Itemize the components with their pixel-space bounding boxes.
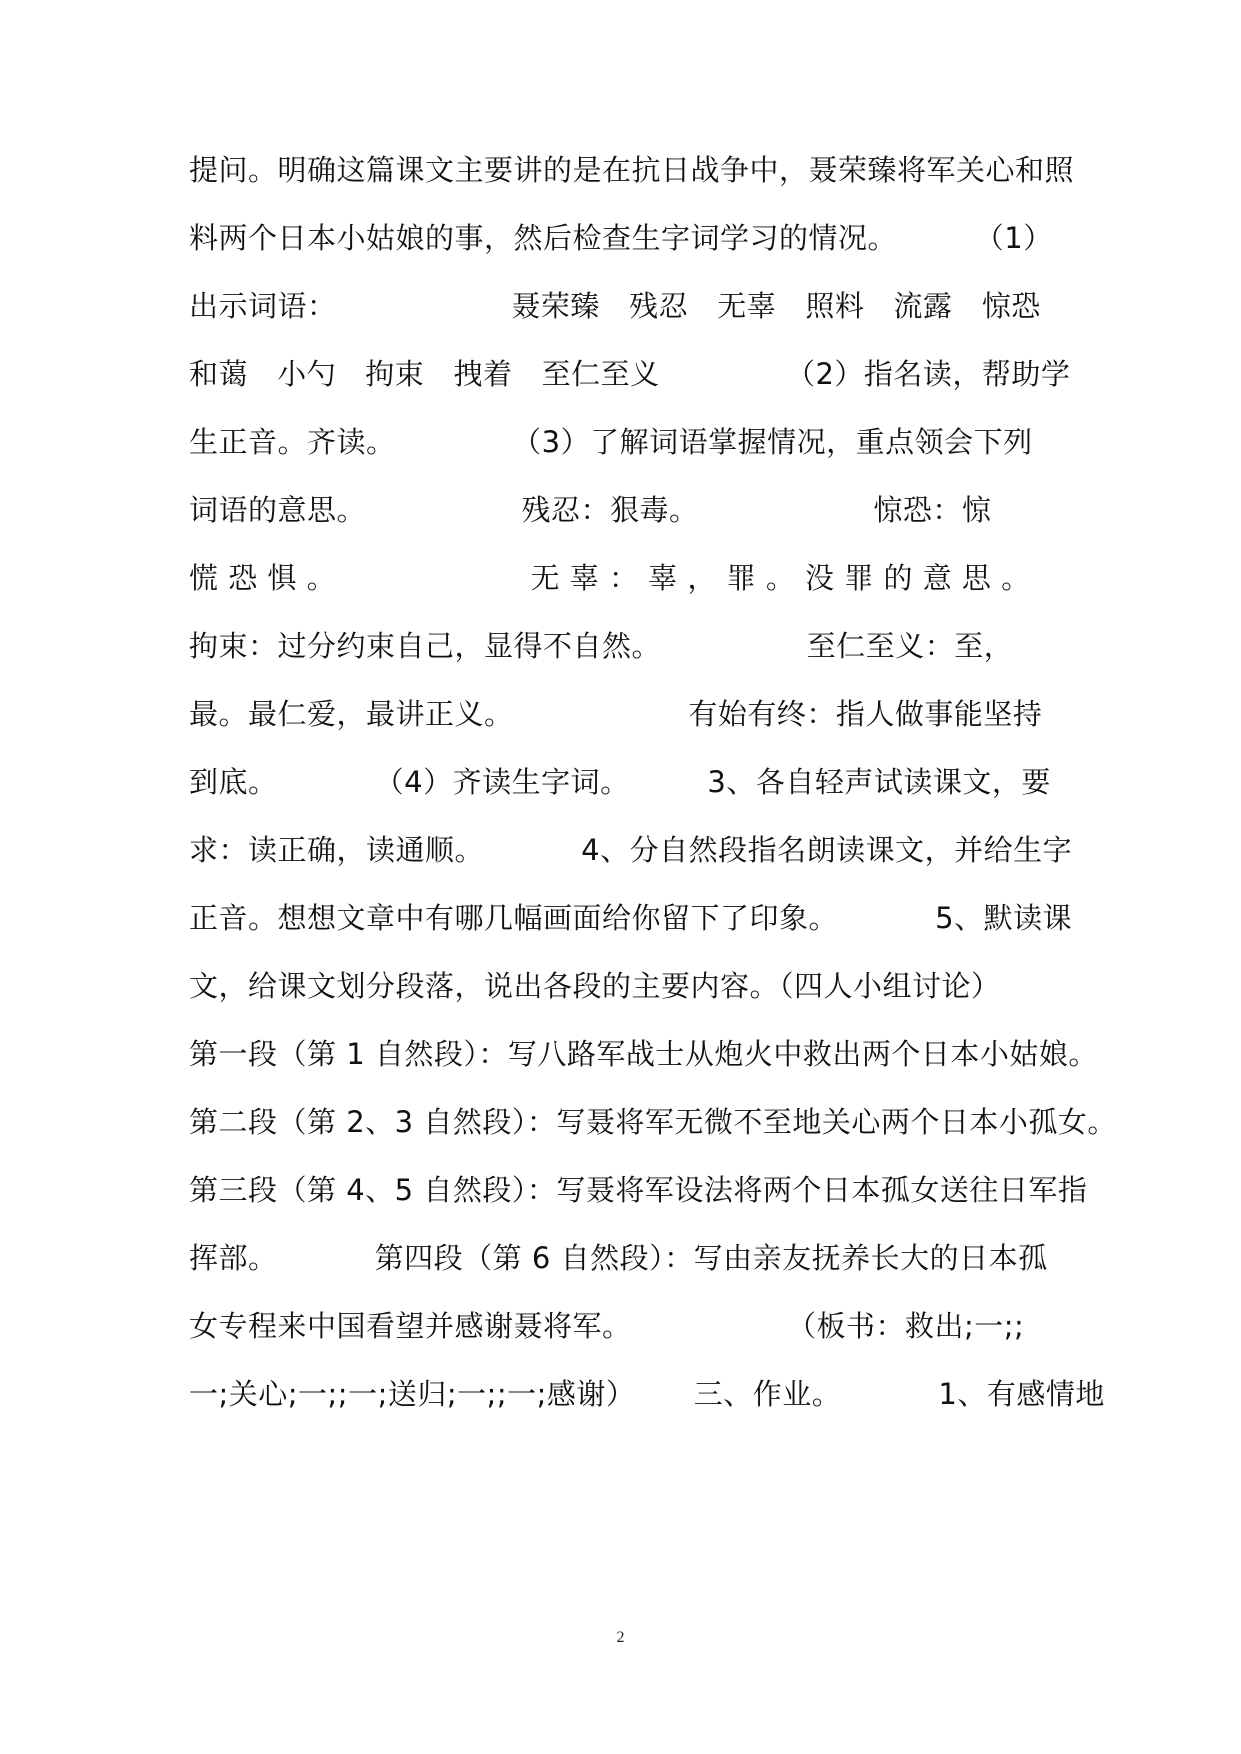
text-line: 一;关心;一;;一;送归;一;;一;感谢） 三、作业。 1、有感情地 [189,1377,1105,1411]
text-line: 正音。想想文章中有哪几幅画面给你留下了印象。 5、默读课 [189,901,1073,935]
page-number: 2 [616,1629,625,1646]
text-line: 提问。明确这篇课文主要讲的是在抗日战争中，聂荣臻将军关心和照 [189,153,1075,187]
text-line: 生正音。齐读。 （3）了解词语掌握情况，重点领会下列 [189,425,1033,459]
text-line: 第二段（第 2、3 自然段）：写聂将军无微不至地关心两个日本小孤女。 [189,1105,1117,1139]
text-line: 和蔼 小勺 拘束 拽着 至仁至义 （2）指名读，帮助学 [189,357,1071,391]
text-line: 第三段（第 4、5 自然段）：写聂将军设法将两个日本孤女送往日军指 [189,1173,1088,1207]
text-line: 女专程来中国看望并感谢聂将军。 （板书：救出;一;; [189,1309,1025,1343]
text-line: 到底。 （4）齐读生字词。 3、各自轻声试读课文，要 [189,765,1051,799]
text-line: 词语的意思。 残忍：狠毒。 惊恐：惊 [189,493,992,527]
text-line: 求：读正确，读通顺。 4、分自然段指名朗读课文，并给生字 [189,833,1073,867]
text-line: 慌 恐 惧 。 无 辜 ： 辜 ， 罪 。 没 罪 的 意 思 。 [189,561,1031,595]
text-line: 挥部。 第四段（第 6 自然段）：写由亲友抚养长大的日本孤 [189,1241,1048,1275]
text-line: 料两个日本小姑娘的事，然后检查生字词学习的情况。 （1） [189,221,1053,255]
text-line: 最。最仁爱，最讲正义。 有始有终：指人做事能坚持 [189,697,1043,731]
text-line: 文，给课文划分段落，说出各段的主要内容。（四人小组讨论） [189,969,1001,1003]
text-line: 出示词语： 聂荣臻 残忍 无辜 照料 流露 惊恐 [189,289,1041,323]
text-line: 拘束：过分约束自己，显得不自然。 至仁至义：至， [189,629,1014,663]
text-line: 第一段（第 1 自然段）：写八路军战士从炮火中救出两个日本小姑娘。 [189,1037,1098,1071]
